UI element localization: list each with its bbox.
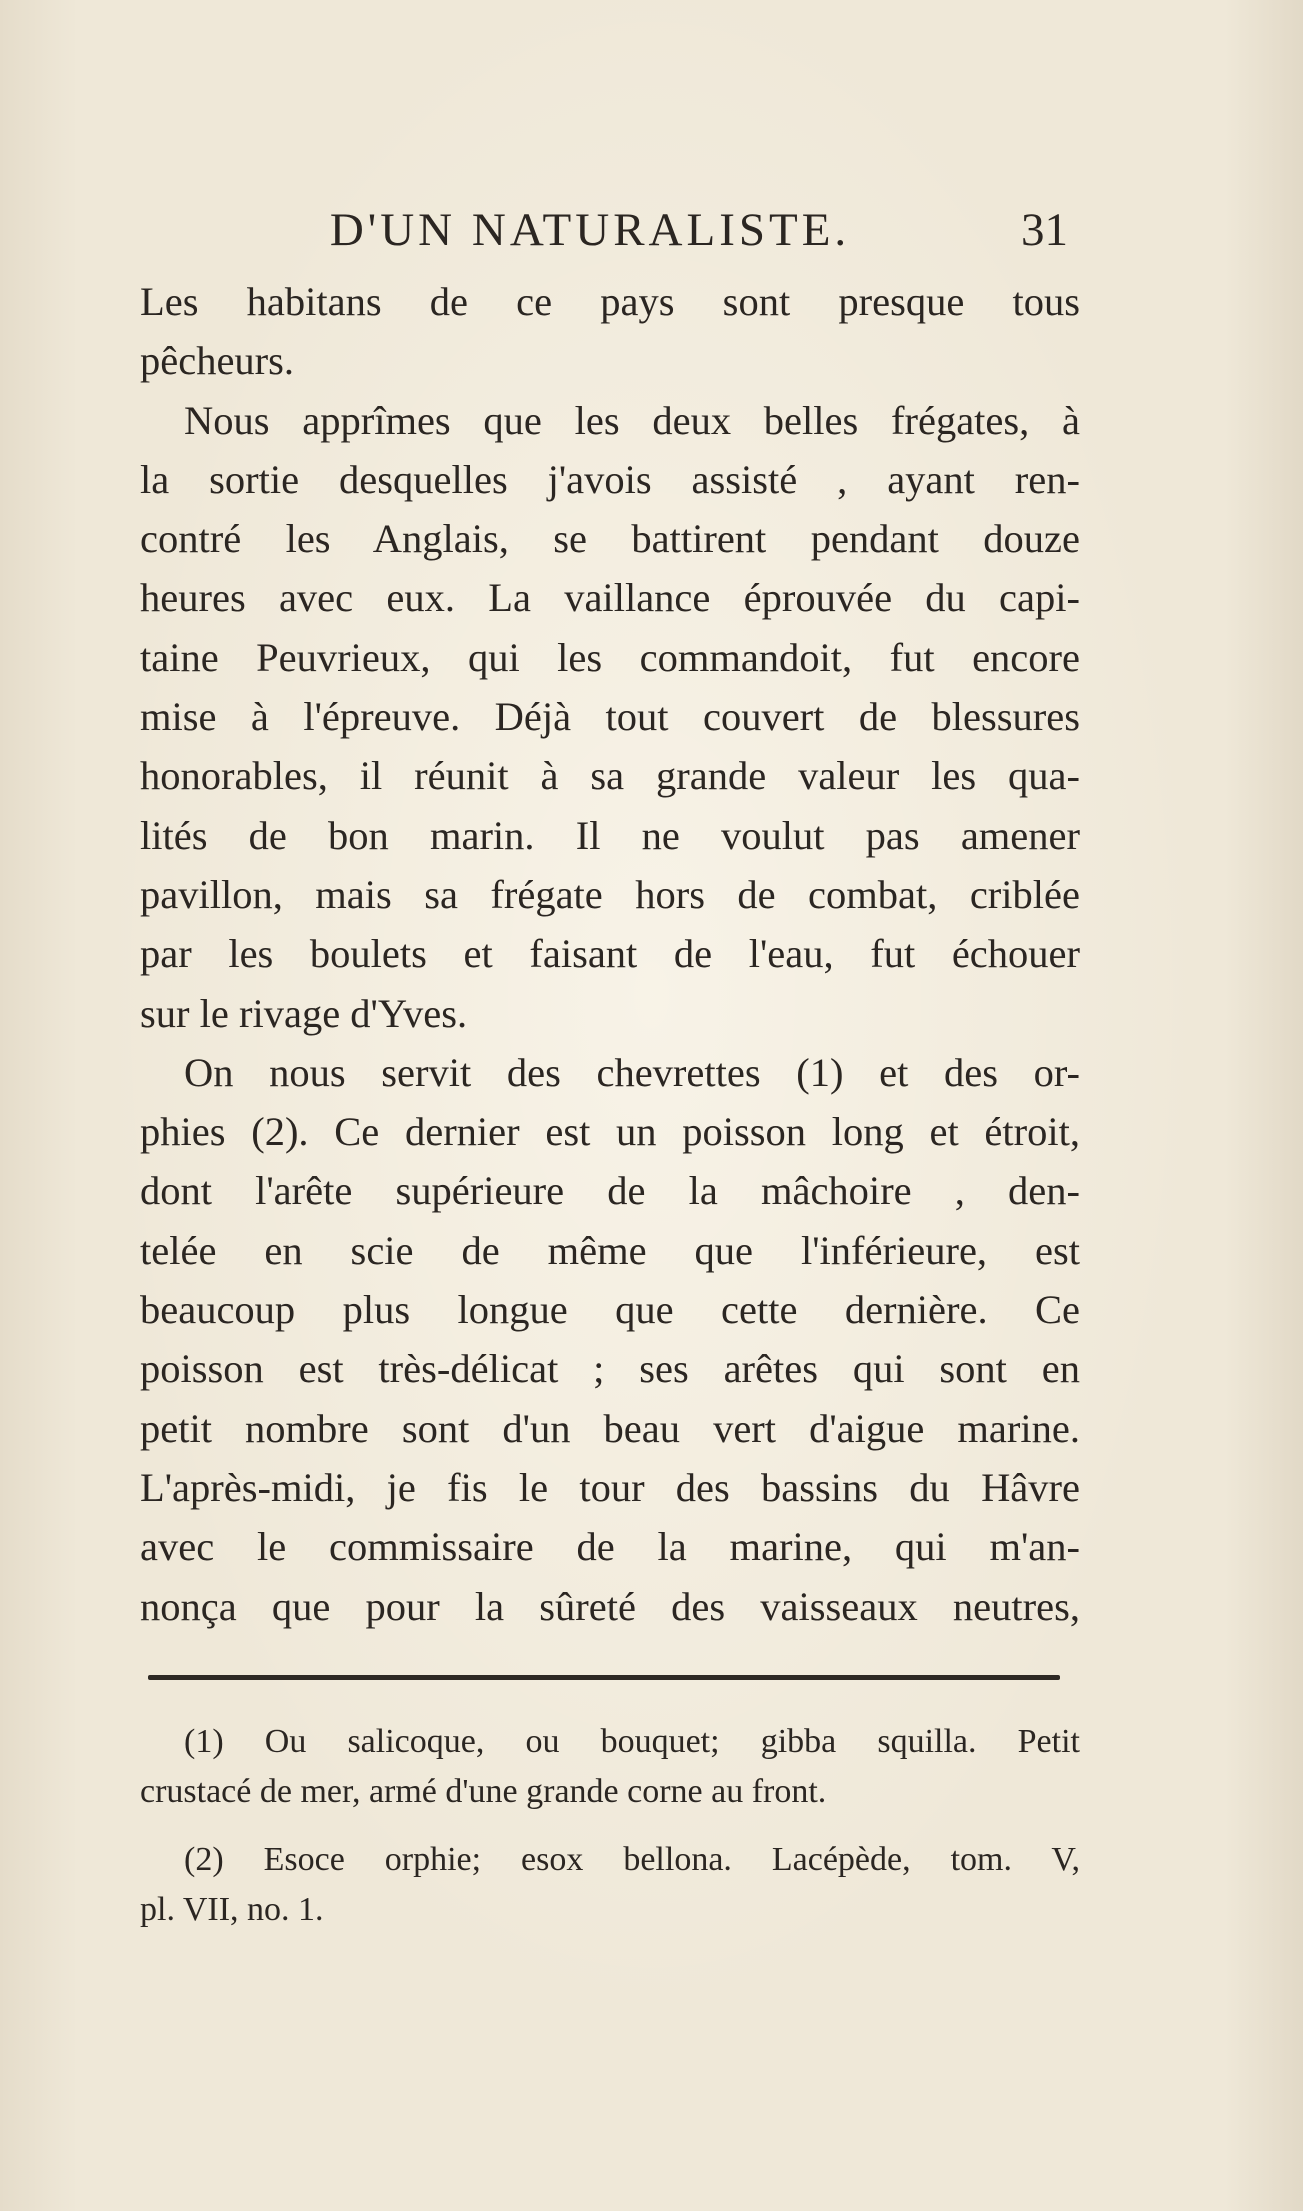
text-line: phies (2). Ce dernier est un poisson long et étroit, (140, 1109, 1080, 1155)
text-line: telée en scie de même que l'inférieure, est (140, 1227, 1080, 1273)
text-line: avec le commissaire de la marine, qui m'an- (140, 1524, 1080, 1570)
running-head (140, 200, 1080, 260)
body-text (140, 272, 1080, 1636)
footnote-line: (1) Ou salicoque, ou bouquet; gibba squilla. Petit (184, 1723, 1080, 1760)
text-line: contré les Anglais, se battirent pendant douze (140, 516, 1080, 562)
text-line: taine Peuvrieux, qui les commandoit, fut encore (140, 634, 1080, 680)
footnote-line: pl. VII, no. 1. (140, 1891, 324, 1928)
footnote-line: (2) Esoce orphie; esox bellona. Lacépède, tom. V, (184, 1841, 1080, 1878)
text-line: Les habitans de ce pays sont presque tous (140, 279, 1080, 324)
text-line: heures avec eux. La vaillance éprouvée du capi- (140, 575, 1080, 621)
text-line: pêcheurs. (140, 338, 295, 384)
text-line: honorables, il réunit à sa grande valeur les qua- (140, 753, 1080, 799)
text-line: beaucoup plus longue que cette dernière. Ce (140, 1287, 1080, 1333)
text-line: nonça que pour la sûreté des vaisseaux neutres, (140, 1583, 1080, 1629)
text-line: On nous servit des chevrettes (1) et des or- (184, 1049, 1080, 1095)
footnotes (140, 1717, 1080, 1935)
text-line: Nous apprîmes que les deux belles frégates, à (184, 397, 1080, 443)
text-line: lités de bon marin. Il ne voulut pas amener (140, 812, 1080, 858)
footnote-gap (140, 1817, 1080, 1835)
text-line: mise à l'épreuve. Déjà tout couvert de blessures (140, 694, 1080, 740)
text-line: L'après-midi, je fis le tour des bassins du Hâvre (140, 1464, 1080, 1510)
text-line: dont l'arête supérieure de la mâchoire , den- (140, 1168, 1080, 1214)
footnote-line: crustacé de mer, armé d'une grande corne au front. (140, 1773, 827, 1810)
text-line: petit nombre sont d'un beau vert d'aigue marine. (140, 1405, 1080, 1451)
text-line: pavillon, mais sa frégate hors de combat, criblée (140, 871, 1080, 917)
text-line: sur le rivage d'Yves. (140, 990, 468, 1036)
text-line: la sortie desquelles j'avois assisté , ayant ren- (140, 456, 1080, 502)
footnote-rule (148, 1675, 1060, 1680)
text-line: par les boulets et faisant de l'eau, fut échouer (140, 931, 1080, 977)
running-title: D'UN NATURALISTE. (329, 204, 851, 256)
page-number: 31 (1021, 204, 1068, 256)
text-line: poisson est très-délicat ; ses arêtes qui sont en (140, 1346, 1080, 1392)
